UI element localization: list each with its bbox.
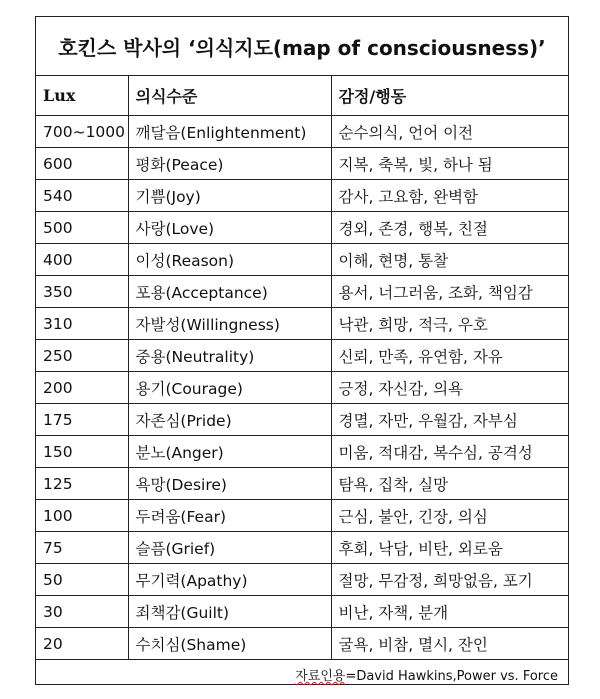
cell-emotion: 후회, 낙담, 비탄, 외로움 bbox=[331, 532, 568, 564]
cell-emotion: 긍정, 자신감, 의욕 bbox=[331, 372, 568, 404]
cell-emotion: 지복, 축복, 빛, 하나 됨 bbox=[331, 148, 568, 180]
cell-emotion: 절망, 무감정, 희망없음, 포기 bbox=[331, 564, 568, 596]
cell-emotion: 이해, 현명, 통찰 bbox=[331, 244, 568, 276]
header-lux: Lux bbox=[36, 76, 128, 116]
header-row bbox=[36, 76, 568, 116]
cell-lux: 100 bbox=[36, 500, 128, 532]
cell-emotion: 근심, 불안, 긴장, 의심 bbox=[331, 500, 568, 532]
table-row bbox=[36, 372, 568, 404]
cell-emotion: 굴욕, 비참, 멸시, 잔인 bbox=[331, 628, 568, 660]
cell-lux: 30 bbox=[36, 596, 128, 628]
source-prefix: 자료인용 bbox=[295, 669, 346, 684]
cell-emotion: 경멸, 자만, 우월감, 자부심 bbox=[331, 404, 568, 436]
cell-lux: 125 bbox=[36, 468, 128, 500]
cell-lux: 150 bbox=[36, 436, 128, 468]
table-row bbox=[36, 180, 568, 212]
cell-level: 두려움(Fear) bbox=[128, 500, 331, 532]
cell-lux: 540 bbox=[36, 180, 128, 212]
cell-level: 슬픔(Grief) bbox=[128, 532, 331, 564]
cell-lux: 250 bbox=[36, 340, 128, 372]
cell-level: 분노(Anger) bbox=[128, 436, 331, 468]
cell-lux: 350 bbox=[36, 276, 128, 308]
cell-lux: 500 bbox=[36, 212, 128, 244]
cell-level: 중용(Neutrality) bbox=[128, 340, 331, 372]
cell-emotion: 감사, 고요함, 완벽함 bbox=[331, 180, 568, 212]
cell-level: 수치심(Shame) bbox=[128, 628, 331, 660]
table-row bbox=[36, 308, 568, 340]
cell-level: 포용(Acceptance) bbox=[128, 276, 331, 308]
cell-emotion: 신뢰, 만족, 유연함, 자유 bbox=[331, 340, 568, 372]
cell-level: 자발성(Willingness) bbox=[128, 308, 331, 340]
cell-emotion: 용서, 너그러움, 조화, 책임감 bbox=[331, 276, 568, 308]
table-row bbox=[36, 564, 568, 596]
cell-lux: 400 bbox=[36, 244, 128, 276]
cell-lux: 20 bbox=[36, 628, 128, 660]
header-emotion: 감정/행동 bbox=[331, 76, 568, 116]
cell-level: 사랑(Love) bbox=[128, 212, 331, 244]
cell-level: 죄책감(Guilt) bbox=[128, 596, 331, 628]
cell-level: 용기(Courage) bbox=[128, 372, 331, 404]
cell-lux: 310 bbox=[36, 308, 128, 340]
table-row bbox=[36, 500, 568, 532]
cell-lux: 50 bbox=[36, 564, 128, 596]
cell-level: 이성(Reason) bbox=[128, 244, 331, 276]
cell-lux: 175 bbox=[36, 404, 128, 436]
cell-lux: 700~1000 bbox=[36, 116, 128, 148]
table-row bbox=[36, 532, 568, 564]
cell-level: 욕망(Desire) bbox=[128, 468, 331, 500]
table-row bbox=[36, 596, 568, 628]
document-table-frame bbox=[35, 16, 569, 685]
cell-emotion: 경외, 존경, 행복, 친절 bbox=[331, 212, 568, 244]
source-citation bbox=[36, 660, 568, 690]
table-row bbox=[36, 212, 568, 244]
table-row bbox=[36, 468, 568, 500]
table-row bbox=[36, 404, 568, 436]
cell-lux: 75 bbox=[36, 532, 128, 564]
cell-emotion: 탐욕, 집착, 실망 bbox=[331, 468, 568, 500]
cell-lux: 600 bbox=[36, 148, 128, 180]
table-row bbox=[36, 276, 568, 308]
cell-emotion: 비난, 자책, 분개 bbox=[331, 596, 568, 628]
cell-level: 기쁨(Joy) bbox=[128, 180, 331, 212]
table-row bbox=[36, 244, 568, 276]
cell-emotion: 미움, 적대감, 복수심, 공격성 bbox=[331, 436, 568, 468]
cell-level: 무기력(Apathy) bbox=[128, 564, 331, 596]
cell-lux: 200 bbox=[36, 372, 128, 404]
table-row bbox=[36, 628, 568, 660]
consciousness-map-table bbox=[36, 17, 568, 689]
table-row bbox=[36, 148, 568, 180]
cell-emotion: 낙관, 희망, 적극, 우호 bbox=[331, 308, 568, 340]
table-row bbox=[36, 340, 568, 372]
table-title: 호킨스 박사의 ‘의식지도(map of consciousness)’ bbox=[36, 17, 568, 76]
header-level: 의식수준 bbox=[128, 76, 331, 116]
table-row bbox=[36, 436, 568, 468]
source-row bbox=[36, 660, 568, 690]
cell-level: 평화(Peace) bbox=[128, 148, 331, 180]
cell-emotion: 순수의식, 언어 이전 bbox=[331, 116, 568, 148]
table-row bbox=[36, 116, 568, 148]
cell-level: 자존심(Pride) bbox=[128, 404, 331, 436]
cell-level: 깨달음(Enlightenment) bbox=[128, 116, 331, 148]
source-text: =David Hawkins,Power vs. Force bbox=[345, 669, 558, 684]
